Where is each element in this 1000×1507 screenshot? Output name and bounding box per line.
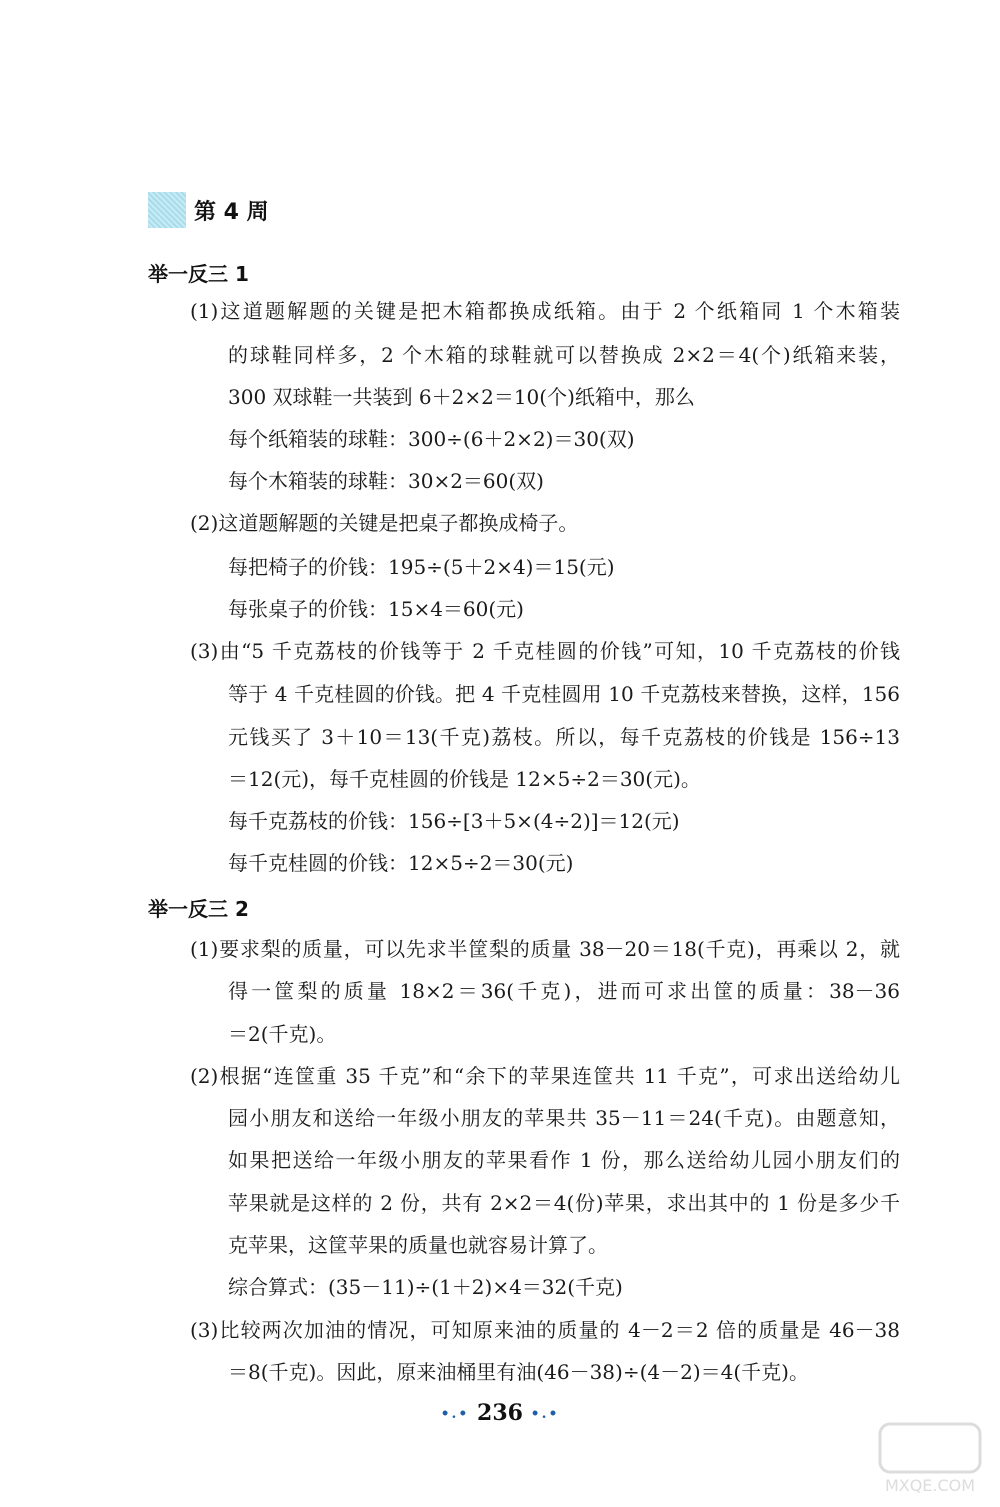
section-heading-2: 举一反三 2 <box>148 897 249 921</box>
text-line: 等于 4 千克桂圆的价钱。把 4 千克桂圆用 10 千克荔枝来替换，这样，156 <box>228 682 900 706</box>
page-number-text: 236 <box>477 1400 523 1426</box>
text-line: 的球鞋同样多，2 个木箱的球鞋就可以替换成 2×2＝4(个)纸箱来装， <box>228 343 900 367</box>
text-line: 300 双球鞋一共装到 6＋2×2＝10(个)纸箱中，那么 <box>228 385 695 409</box>
dots-decoration-right: •.• <box>530 1406 560 1422</box>
text-line: 得一筐梨的质量 18×2＝36(千克)，进而可求出筐的质量：38－36 <box>228 979 900 1003</box>
text-line: 综合算式：(35－11)÷(1＋2)×4＝32(千克) <box>228 1275 623 1299</box>
week-banner-bar <box>148 192 186 228</box>
section-heading-1: 举一反三 1 <box>148 262 249 286</box>
watermark-logo <box>870 1419 990 1499</box>
text-line: 每个木箱装的球鞋：30×2＝60(双) <box>228 469 544 493</box>
text-line: 每个纸箱装的球鞋：300÷(6＋2×2)＝30(双) <box>228 427 635 451</box>
text-line: (1)这道题解题的关键是把木箱都换成纸箱。由于 2 个纸箱同 1 个木箱装 <box>190 299 900 323</box>
text-line: ＝8(千克)。因此，原来油桶里有油(46－38)÷(4－2)＝4(千克)。 <box>228 1360 809 1384</box>
text-line: (2)这道题解题的关键是把桌子都换成椅子。 <box>190 511 579 535</box>
text-line: ＝2(千克)。 <box>228 1022 337 1046</box>
week-title: 第 4 周 <box>194 199 269 225</box>
text-line: 如果把送给一年级小朋友的苹果看作 1 份，那么送给幼儿园小朋友们的 <box>228 1148 900 1172</box>
text-line: (1)要求梨的质量，可以先求半筐梨的质量 38－20＝18(千克)，再乘以 2，就 <box>190 937 900 961</box>
text-line: 克苹果，这筐苹果的质量也就容易计算了。 <box>228 1233 608 1257</box>
watermark-text: MXQE.COM <box>884 1476 976 1495</box>
text-line: (3)比较两次加油的情况，可知原来油的质量的 4－2＝2 倍的质量是 46－38 <box>190 1318 900 1342</box>
page-number <box>0 1400 1000 1426</box>
text-line: ＝12(元)，每千克桂圆的价钱是 12×5÷2＝30(元)。 <box>228 767 701 791</box>
text-line: 每千克荔枝的价钱：156÷[3＋5×(4÷2)]＝12(元) <box>228 809 680 833</box>
week-banner <box>148 192 269 228</box>
text-line: 每千克桂圆的价钱：12×5÷2＝30(元) <box>228 851 574 875</box>
text-line: 园小朋友和送给一年级小朋友的苹果共 35－11＝24(千克)。由题意知， <box>228 1106 900 1130</box>
text-line: 苹果就是这样的 2 份，共有 2×2＝4(份)苹果，求出其中的 1 份是多少千 <box>228 1191 900 1215</box>
text-line: 元钱买了 3＋10＝13(千克)荔枝。所以，每千克荔枝的价钱是 156÷13 <box>228 725 900 749</box>
dots-decoration-left: •.• <box>440 1406 470 1422</box>
text-line: (2)根据“连筐重 35 千克”和“余下的苹果连筐共 11 千克”，可求出送给幼儿 <box>190 1064 900 1088</box>
text-line: 每把椅子的价钱：195÷(5＋2×4)＝15(元) <box>228 555 615 579</box>
text-line: 每张桌子的价钱：15×4＝60(元) <box>228 597 524 621</box>
text-line: (3)由“5 千克荔枝的价钱等于 2 千克桂圆的价钱”可知，10 千克荔枝的价钱 <box>190 639 900 663</box>
